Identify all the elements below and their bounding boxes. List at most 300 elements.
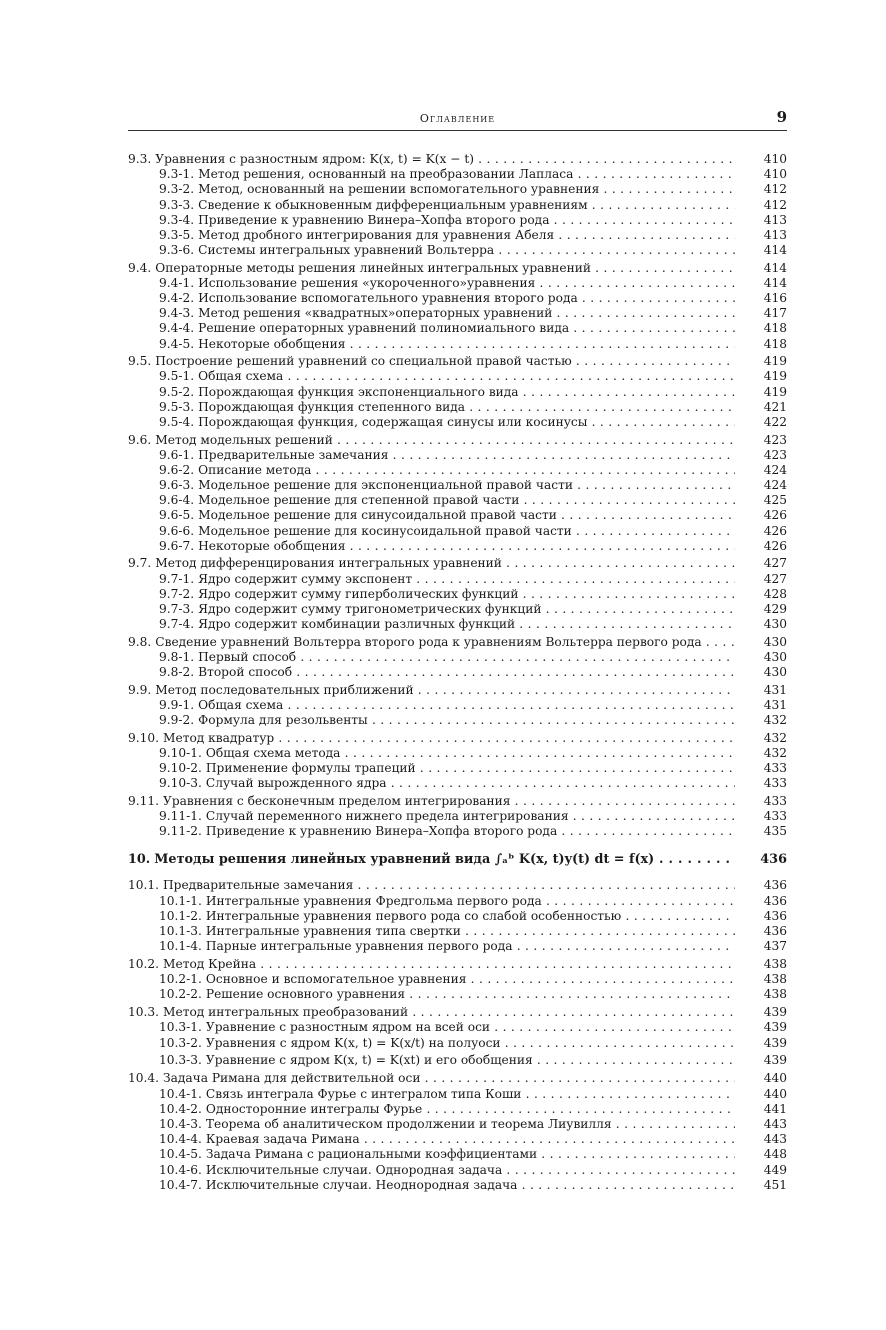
toc-subsection[interactable]	[128, 909, 787, 924]
toc-page: 438	[763, 956, 787, 971]
toc-page: 439	[763, 1036, 787, 1051]
toc-number: 9.6-7.	[159, 538, 195, 553]
toc-title-text: Метод Крейна	[163, 956, 257, 971]
toc-entry-title	[128, 635, 735, 650]
toc-subsection[interactable]	[128, 1178, 787, 1193]
toc-title-text: Уравнение с разностным ядром на всей оси	[205, 1019, 491, 1034]
toc-entry-title	[128, 809, 735, 824]
toc-number: 10.3-2.	[159, 1036, 202, 1051]
toc-title-text: Предварительные замечания	[163, 878, 354, 893]
header-title: Оглавление	[419, 112, 496, 125]
toc-entry-title	[128, 261, 735, 276]
toc-entry-title	[128, 1178, 735, 1193]
toc-subsection[interactable]	[128, 415, 787, 430]
toc-subsection[interactable]	[128, 972, 787, 987]
toc-number: 9.7.	[128, 556, 152, 571]
toc-section[interactable]	[128, 1071, 787, 1086]
toc-number: 9.9-1.	[159, 697, 195, 712]
toc-entry-title	[128, 1147, 735, 1162]
toc-number: 9.3-5.	[159, 227, 195, 242]
toc-page: 419	[763, 384, 787, 399]
toc-entry-title	[128, 463, 735, 478]
toc-title-text: Приведение к уравнению Винера–Хопфа второго рода	[198, 212, 550, 227]
toc-page: 448	[763, 1147, 787, 1162]
toc-section[interactable]	[128, 957, 787, 972]
toc-entry-title	[128, 713, 735, 728]
toc-page: 426	[763, 508, 787, 523]
toc-number: 9.5-2.	[159, 384, 195, 399]
toc-number: 9.4-4.	[159, 321, 195, 336]
toc-page: 419	[763, 369, 787, 384]
toc-entry-title	[128, 972, 735, 987]
toc-page: 439	[763, 1019, 787, 1034]
toc-number: 10.1.	[128, 878, 160, 893]
toc-page: 436	[763, 878, 787, 893]
toc-page: 410	[763, 152, 787, 166]
toc-title-text: Порождающая функция экспоненциального вида	[198, 384, 519, 399]
toc-page: 432	[763, 730, 787, 745]
toc-number: 10.4-2.	[159, 1101, 202, 1116]
toc-entry-title	[128, 849, 735, 871]
toc-subsection[interactable]	[128, 539, 787, 554]
toc-title-text: Решение основного уравнения	[205, 987, 406, 1002]
toc-title-text: Общая схема	[198, 697, 284, 712]
toc-title-text: Модельное решение для косинусоидальной правой части	[198, 523, 572, 538]
toc-entry-title	[128, 617, 735, 632]
toc-number: 10.2-2.	[159, 987, 202, 1002]
toc-page: 421	[763, 399, 787, 414]
toc-subsection[interactable]	[128, 1020, 787, 1035]
toc-title-text: Ядро содержит сумму гиперболических функций	[198, 586, 519, 601]
toc-number: 9.11-2.	[159, 824, 202, 839]
toc-page: 425	[763, 493, 787, 508]
toc-subsection[interactable]	[128, 1035, 787, 1052]
toc-subsection[interactable]	[128, 337, 787, 352]
toc-entry-title	[128, 152, 735, 167]
toc-number: 10.2.	[128, 956, 160, 971]
toc-number: 9.6-6.	[159, 523, 195, 538]
toc-page: 429	[763, 602, 787, 616]
toc-subsection[interactable]	[128, 761, 787, 776]
toc-number: 10.4-1.	[159, 1086, 202, 1101]
toc-entry-title	[128, 957, 735, 972]
toc-subsection[interactable]	[128, 291, 787, 306]
toc-page: 439	[763, 1053, 787, 1068]
toc-page: 433	[763, 793, 787, 808]
toc-subsection[interactable]	[128, 587, 787, 602]
toc-entry-title	[128, 602, 735, 617]
toc-page: 432	[763, 713, 787, 728]
toc-title-text: Исключительные случаи. Неоднородная задача	[205, 1177, 518, 1192]
toc-number: 9.8.	[128, 634, 152, 649]
toc-subsection[interactable]	[128, 243, 787, 258]
toc-number: 9.6-5.	[159, 508, 195, 523]
toc-page: 413	[763, 212, 787, 227]
toc-page: 430	[763, 617, 787, 632]
toc-number: 9.7-3.	[159, 602, 195, 616]
toc-page: 410	[763, 167, 787, 182]
toc-number: 9.5.	[128, 354, 152, 369]
toc-entry-title	[128, 761, 735, 776]
toc-page: 432	[763, 745, 787, 760]
toc-subsection[interactable]	[128, 1052, 787, 1069]
toc-page: 436	[763, 923, 787, 938]
toc-entry-title	[128, 650, 735, 665]
toc-subsection[interactable]	[128, 198, 787, 213]
toc-title-text: Случай вырожденного ядра	[205, 776, 387, 791]
toc-page: 436	[763, 908, 787, 923]
toc-title-text: Формула для резольвенты	[198, 713, 368, 728]
toc-subsection[interactable]	[128, 809, 787, 824]
toc-page: 426	[763, 523, 787, 538]
toc-number: 9.7-4.	[159, 617, 195, 632]
toc-number: 9.10.	[128, 730, 160, 745]
toc-subsection[interactable]	[128, 713, 787, 728]
toc-subsection[interactable]	[128, 924, 787, 939]
toc-entry-title	[128, 524, 735, 539]
toc-subsection[interactable]	[128, 650, 787, 665]
toc-number: 10.3-3.	[159, 1053, 202, 1068]
toc-entry-title	[128, 665, 735, 680]
toc-page: 412	[763, 182, 787, 197]
toc-number: 9.3.	[128, 152, 152, 166]
toc-title-text: Описание метода	[198, 462, 312, 477]
toc-title-text: Первый способ	[198, 649, 297, 664]
toc-entry-title	[128, 213, 735, 228]
toc-subsection[interactable]	[128, 572, 787, 587]
toc-entry-title	[128, 987, 735, 1002]
toc-entry-title	[128, 1132, 735, 1147]
toc-number: 9.4-2.	[159, 291, 195, 306]
toc-entry-title	[128, 894, 735, 909]
toc-subsection[interactable]	[128, 306, 787, 321]
toc-subsection[interactable]	[128, 894, 787, 909]
toc-title-text: Ядро содержит комбинации различных функций	[198, 617, 516, 632]
toc-subsection[interactable]	[128, 463, 787, 478]
toc-page: 414	[763, 275, 787, 290]
toc-entry-title	[128, 939, 735, 954]
toc-subsection[interactable]	[128, 1117, 787, 1132]
toc-number: 9.10-2.	[159, 761, 202, 776]
toc-number: 9.5-3.	[159, 399, 195, 414]
toc-page: 426	[763, 538, 787, 553]
toc-subsection[interactable]	[128, 493, 787, 508]
toc-page: 419	[763, 354, 787, 369]
toc-entry-title	[128, 493, 735, 508]
toc-title-text: Уравнения с ядром K(x, t) = K(x/t) на полуоси	[205, 1036, 501, 1051]
toc-entry-title	[128, 400, 735, 415]
toc-section[interactable]	[128, 354, 787, 369]
toc-subsection[interactable]	[128, 276, 787, 291]
toc-entry-title	[128, 683, 735, 698]
toc-title-text: Применение формулы трапеций	[205, 761, 416, 776]
toc-title-text: Общая схема метода	[205, 745, 341, 760]
toc-page: 422	[763, 414, 787, 429]
toc-number: 9.4-5.	[159, 336, 195, 351]
toc-entry-title	[128, 306, 735, 321]
toc-entry-title	[128, 354, 735, 369]
toc-number: 9.8-2.	[159, 665, 195, 680]
toc-subsection[interactable]	[128, 1102, 787, 1117]
toc-entry-title	[128, 794, 735, 809]
toc-title-text: Системы интегральных уравнений Вольтерра	[198, 243, 495, 258]
toc-page: 439	[763, 1004, 787, 1019]
toc-number: 9.3-3.	[159, 197, 195, 212]
toc-page: 431	[763, 682, 787, 697]
toc-number: 9.3-4.	[159, 212, 195, 227]
toc-number: 9.9.	[128, 682, 152, 697]
toc-number: 9.3-2.	[159, 182, 195, 197]
toc-subsection[interactable]	[128, 400, 787, 415]
toc-title-text: Модельное решение для синусоидальной правой части	[198, 508, 557, 523]
toc-subsection[interactable]	[128, 213, 787, 228]
toc-number: 9.6-3.	[159, 478, 195, 493]
toc-number: 10.1-2.	[159, 908, 202, 923]
toc-title-text: Операторные методы решения линейных интегральных уравнений	[155, 260, 591, 275]
toc-entry-title	[128, 291, 735, 306]
toc-title-text: Второй способ	[198, 665, 293, 680]
toc-title-text: Метод решения «квадратных»операторных уравнений	[198, 306, 553, 321]
toc-title-text: Теорема об аналитическом продолжении и теорема Лиувилля	[205, 1116, 612, 1131]
toc-section[interactable]	[128, 261, 787, 276]
toc-page: 433	[763, 761, 787, 776]
toc-subsection[interactable]	[128, 448, 787, 463]
toc-title-text: Приведение к уравнению Винера–Хопфа второго рода	[205, 824, 558, 839]
toc-title-text: Использование вспомогательного уравнения второго рода	[198, 291, 578, 306]
toc-subsection[interactable]	[128, 939, 787, 954]
toc-section[interactable]	[128, 556, 787, 571]
toc-subsection[interactable]	[128, 228, 787, 243]
toc-page: 430	[763, 665, 787, 680]
toc-entry-title	[128, 369, 735, 384]
toc-section[interactable]	[128, 878, 787, 893]
toc-number: 9.11-1.	[159, 809, 202, 823]
toc-page: 437	[763, 939, 787, 954]
toc-entry-title	[128, 276, 735, 291]
toc-number: 9.6-4.	[159, 493, 195, 508]
toc-page: 451	[763, 1177, 787, 1192]
toc-entry-title	[128, 698, 735, 713]
toc-title-text: Метод дробного интегрирования для уравнения Абеля	[198, 227, 555, 242]
toc-page: 414	[763, 243, 787, 258]
toc-title-text: Метод модельных решений	[155, 432, 333, 447]
toc-title-text: Основное и вспомогательное уравнения	[205, 971, 467, 986]
toc-title-text: Односторонние интегралы Фурье	[205, 1101, 423, 1116]
toc-subsection[interactable]	[128, 167, 787, 182]
toc-entry-title	[128, 321, 735, 336]
toc-subsection[interactable]	[128, 478, 787, 493]
toc-section[interactable]	[128, 635, 787, 650]
toc-number: 9.6-2.	[159, 462, 195, 477]
toc-subsection[interactable]	[128, 508, 787, 523]
toc-page: 417	[763, 306, 787, 321]
toc-entry-title	[128, 539, 735, 554]
toc-title-text: Модельное решение для степенной правой части	[198, 493, 520, 508]
toc-entry-title	[128, 198, 735, 213]
toc-title-text: Случай переменного нижнего предела интегрирования	[205, 809, 569, 823]
toc-title-text: Уравнения с бесконечным пределом интегрирования	[163, 793, 511, 808]
toc-entry-title	[128, 1087, 735, 1102]
toc-page: 413	[763, 227, 787, 242]
toc-title-text: Исключительные случаи. Однородная задача	[205, 1162, 503, 1177]
toc-title-text: Связь интеграла Фурье с интегралом типа Коши	[205, 1086, 522, 1101]
toc-entry-title	[128, 228, 735, 243]
toc-title-text: Использование решения «укороченного»уравнения	[198, 275, 536, 290]
toc-subsection[interactable]	[128, 369, 787, 384]
toc-page: 441	[763, 1101, 787, 1116]
toc-entry-title	[128, 415, 735, 430]
toc-entry-title	[128, 1071, 735, 1086]
toc-section[interactable]	[128, 794, 787, 809]
toc-title-text: Построение решений уравнений со специальной правой частью	[155, 354, 572, 369]
toc-entry-title	[128, 478, 735, 493]
toc-number: 10.1-1.	[159, 893, 202, 908]
toc-entry-title	[128, 587, 735, 602]
toc-number: 10.1-3.	[159, 923, 202, 938]
toc-page: 427	[763, 556, 787, 571]
toc-number: 9.9-2.	[159, 713, 195, 728]
toc-subsection[interactable]	[128, 321, 787, 336]
toc-title-text: Задача Римана для действительной оси	[163, 1071, 421, 1086]
toc-entry-title	[128, 824, 735, 839]
toc-entry-title	[128, 508, 735, 523]
toc-title-text: Метод, основанный на решении вспомогательного уравнения	[198, 182, 600, 197]
toc-title-text: Уравнение с ядром K(x, t) = K(xt) и его обобщения	[205, 1053, 533, 1068]
toc-title-text: Предварительные замечания	[198, 447, 389, 462]
toc-number: 10.4-6.	[159, 1162, 202, 1177]
toc-entry-title	[128, 924, 735, 939]
toc-title-text: Порождающая функция, содержащая синусы или косинусы	[198, 414, 588, 429]
toc-page: 438	[763, 987, 787, 1002]
toc-section[interactable]	[128, 731, 787, 746]
toc-title-text: Методы решения линейных уравнений вида ∫ₐᵇ K(x, t)y(t) dt = f(x)	[154, 852, 655, 868]
toc-number: 10.4-3.	[159, 1116, 202, 1131]
toc-title-text: Краевая задача Римана	[205, 1132, 360, 1147]
toc-entry-title	[128, 1052, 735, 1069]
toc-number: 9.7-2.	[159, 586, 195, 601]
toc-subsection[interactable]	[128, 746, 787, 761]
toc-entry-title	[128, 1102, 735, 1117]
toc-page: 430	[763, 649, 787, 664]
toc-page: 443	[763, 1116, 787, 1131]
toc-page: 435	[763, 824, 787, 839]
toc-subsection[interactable]	[128, 524, 787, 539]
toc-entry-title	[128, 572, 735, 587]
toc-page: 449	[763, 1162, 787, 1177]
toc-subsection[interactable]	[128, 1132, 787, 1147]
toc-page: 431	[763, 697, 787, 712]
toc-title-text: Интегральные уравнения первого рода со слабой особенностью	[205, 908, 622, 923]
toc-page: 438	[763, 971, 787, 986]
toc-entry-title	[128, 1005, 735, 1020]
toc-subsection[interactable]	[128, 182, 787, 197]
toc-subsection[interactable]	[128, 385, 787, 400]
toc-entry-title	[128, 1035, 735, 1052]
toc-subsection[interactable]	[128, 665, 787, 680]
toc-number: 9.4-3.	[159, 306, 195, 321]
toc-page: 414	[763, 260, 787, 275]
toc-title-text: Интегральные уравнения Фредгольма первого рода	[205, 893, 542, 908]
toc-subsection[interactable]	[128, 776, 787, 791]
toc-number: 10.4-7.	[159, 1177, 202, 1192]
toc-subsection[interactable]	[128, 617, 787, 632]
toc-page: 418	[763, 336, 787, 351]
toc-page: 427	[763, 571, 787, 586]
toc-section[interactable]	[128, 1005, 787, 1020]
toc-subsection[interactable]	[128, 1087, 787, 1102]
toc-number: 9.7-1.	[159, 571, 195, 586]
toc-number: 9.6.	[128, 432, 152, 447]
toc-entry-title	[128, 1163, 735, 1178]
toc-subsection[interactable]	[128, 1163, 787, 1178]
toc-subsection[interactable]	[128, 698, 787, 713]
toc-title-text: Общая схема	[198, 369, 284, 384]
toc-title-text: Метод последовательных приближений	[155, 682, 414, 697]
toc-subsection[interactable]	[128, 987, 787, 1002]
toc-number: 9.4-1.	[159, 275, 195, 290]
toc-section[interactable]	[128, 152, 787, 167]
toc-title-text: Метод интегральных преобразований	[163, 1004, 409, 1019]
toc-number: 10.3-1.	[159, 1019, 202, 1034]
header-page-number: 9	[776, 108, 787, 126]
toc-title-text: Некоторые обобщения	[198, 538, 346, 553]
toc-subsection[interactable]	[128, 602, 787, 617]
toc-page: 433	[763, 776, 787, 791]
toc-title-text: Порождающая функция степенного вида	[198, 399, 466, 414]
toc-page: 430	[763, 634, 787, 649]
toc-title-text: Метод дифференцирования интегральных уравнений	[155, 556, 502, 571]
toc-page: 443	[763, 1132, 787, 1147]
toc-section[interactable]	[128, 683, 787, 698]
toc-title-text: Парные интегральные уравнения первого рода	[205, 939, 513, 954]
toc-page: 440	[763, 1086, 787, 1101]
toc-page: 424	[763, 462, 787, 477]
toc-title-text: Решение операторных уравнений полиномиального вида	[198, 321, 570, 336]
toc-page: 423	[763, 447, 787, 462]
toc-number: 10.2-1.	[159, 971, 202, 986]
toc-page: 424	[763, 478, 787, 493]
toc-page: 428	[763, 586, 787, 601]
toc-page: 418	[763, 321, 787, 336]
toc-number: 9.6-1.	[159, 447, 195, 462]
toc-number: 9.10-1.	[159, 745, 202, 760]
toc-entry-title	[128, 448, 735, 463]
toc-title-text: Сведение к обыкновенным дифференциальным уравнениям	[198, 197, 588, 212]
toc-subsection[interactable]	[128, 824, 787, 839]
toc-number: 10.1-4.	[159, 939, 202, 954]
toc-entry-title	[128, 878, 735, 893]
toc-entry-title	[128, 167, 735, 182]
toc-number: 9.11.	[128, 793, 160, 808]
toc-entry-title	[128, 337, 735, 352]
toc-number: 10.3.	[128, 1004, 160, 1019]
toc-subsection[interactable]	[128, 1147, 787, 1162]
toc-chapter[interactable]	[128, 849, 787, 871]
toc-title-text: Уравнения с разностным ядром: K(x, t) = K(x − t)	[155, 152, 474, 166]
toc-number: 10.	[128, 852, 151, 868]
toc-page: 433	[763, 809, 787, 823]
toc-number: 9.3-6.	[159, 243, 195, 258]
toc-section[interactable]	[128, 433, 787, 448]
toc-entry-title	[128, 776, 735, 791]
toc-entry-title	[128, 243, 735, 258]
toc-page: 416	[763, 291, 787, 306]
toc-number: 9.3-1.	[159, 167, 195, 182]
toc-number: 10.4.	[128, 1071, 160, 1086]
toc-page: 436	[763, 893, 787, 908]
toc-page: 436	[760, 852, 787, 868]
toc-page: 423	[763, 432, 787, 447]
